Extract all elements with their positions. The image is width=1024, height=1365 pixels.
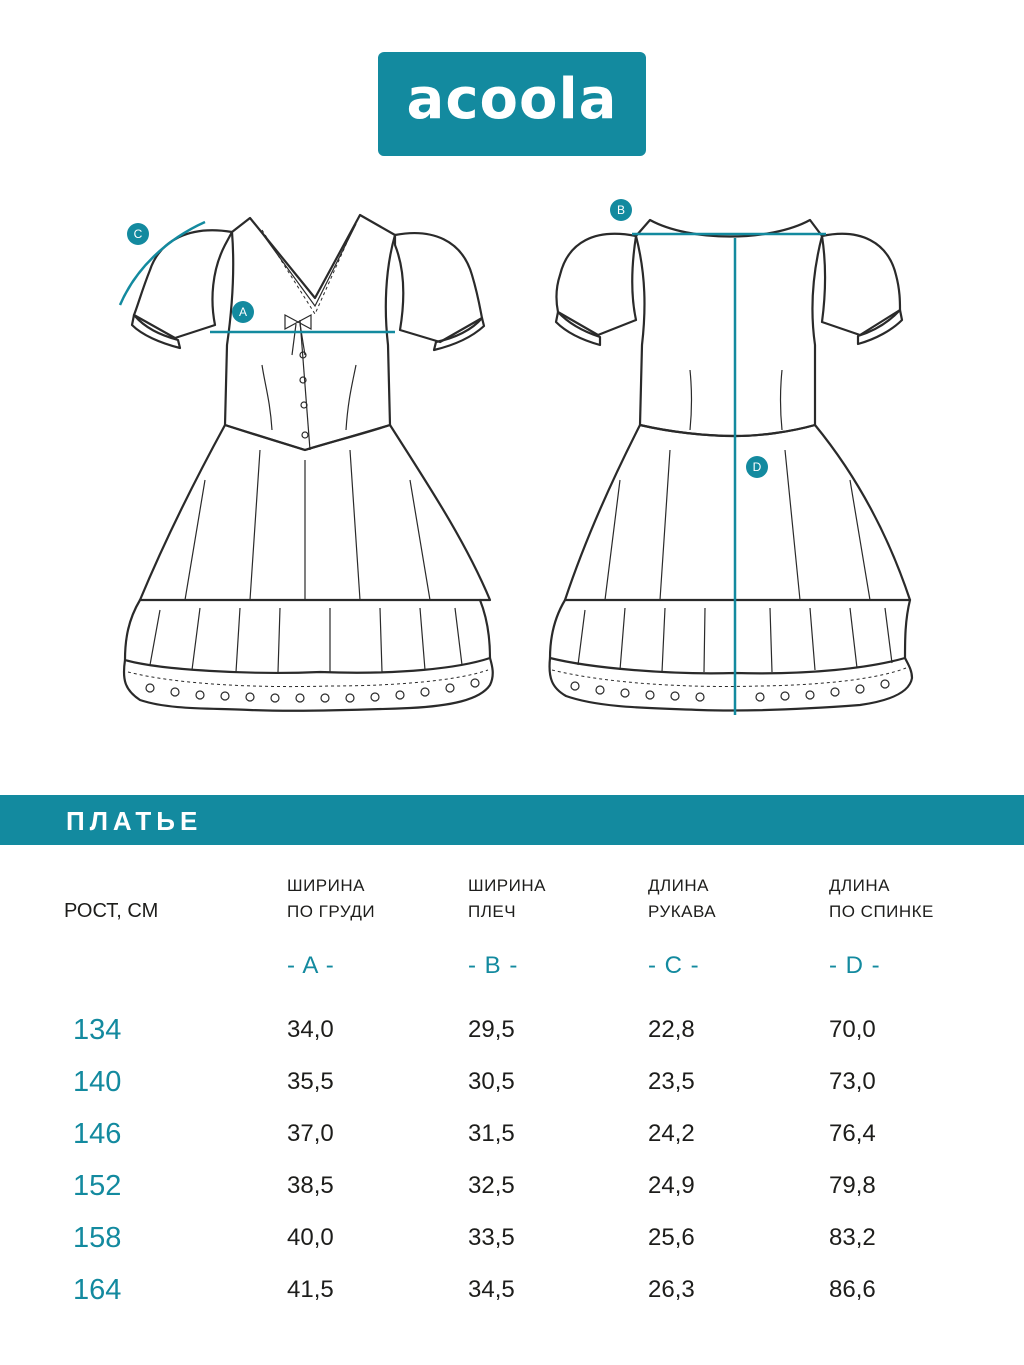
- table-row: [0, 1014, 1024, 1054]
- brand-logo-text: acoola: [406, 67, 618, 132]
- back-length-cell: 73,0: [829, 1068, 876, 1095]
- badge-b-label: B: [616, 203, 626, 217]
- badge-c-label: C: [133, 227, 143, 241]
- header-shoulder-width-line1: ШИРИНА: [468, 876, 546, 895]
- height-cell: 140: [73, 1066, 122, 1098]
- shoulder-cell: 29,5: [468, 1016, 515, 1043]
- chest-cell: 38,5: [287, 1172, 334, 1199]
- product-banner: [0, 795, 1024, 845]
- header-chest-width-line1: ШИРИНА: [287, 876, 365, 895]
- back-length-cell: 70,0: [829, 1016, 876, 1043]
- table-row: [0, 1274, 1024, 1314]
- code-c: - C -: [648, 952, 700, 979]
- dress-back-drawing: [550, 199, 912, 715]
- dress-front-drawing: [120, 215, 493, 711]
- back-length-cell: 86,6: [829, 1276, 876, 1303]
- height-cell: 158: [73, 1222, 122, 1254]
- header-back-length-line2: ПО СПИНКЕ: [829, 902, 934, 921]
- sleeve-cell: 24,2: [648, 1120, 695, 1147]
- chest-cell: 35,5: [287, 1068, 334, 1095]
- brand-logo: [378, 52, 646, 156]
- shoulder-cell: 30,5: [468, 1068, 515, 1095]
- table-row: [0, 1170, 1024, 1210]
- back-length-cell: 79,8: [829, 1172, 876, 1199]
- header-sleeve-length: [648, 873, 716, 925]
- header-shoulder-width-line2: ПЛЕЧ: [468, 902, 517, 921]
- header-back-length-line1: ДЛИНА: [829, 876, 891, 895]
- sleeve-cell: 23,5: [648, 1068, 695, 1095]
- back-length-cell: 83,2: [829, 1224, 876, 1251]
- shoulder-cell: 33,5: [468, 1224, 515, 1251]
- header-chest-width: [287, 873, 375, 925]
- back-length-cell: 76,4: [829, 1120, 876, 1147]
- badge-a-label: A: [238, 305, 248, 319]
- height-cell: 146: [73, 1118, 122, 1150]
- height-cell: 134: [73, 1014, 122, 1046]
- header-sleeve-length-line1: ДЛИНА: [648, 876, 710, 895]
- badge-d-label: D: [752, 460, 762, 474]
- table-row: [0, 1222, 1024, 1262]
- shoulder-cell: 32,5: [468, 1172, 515, 1199]
- header-back-length: [829, 873, 934, 925]
- shoulder-cell: 34,5: [468, 1276, 515, 1303]
- sleeve-cell: 24,9: [648, 1172, 695, 1199]
- sleeve-cell: 26,3: [648, 1276, 695, 1303]
- chest-cell: 40,0: [287, 1224, 334, 1251]
- chest-cell: 37,0: [287, 1120, 334, 1147]
- header-chest-width-line2: ПО ГРУДИ: [287, 902, 376, 921]
- sleeve-cell: 25,6: [648, 1224, 695, 1251]
- sleeve-cell: 22,8: [648, 1016, 695, 1043]
- table-row: [0, 1066, 1024, 1106]
- height-cell: 164: [73, 1274, 122, 1306]
- header-height: РОСТ, СМ: [64, 900, 159, 922]
- height-cell: 152: [73, 1170, 122, 1202]
- table-row: [0, 1118, 1024, 1158]
- chest-cell: 34,0: [287, 1016, 334, 1043]
- code-b: - B -: [468, 952, 519, 979]
- code-a: - A -: [287, 952, 335, 979]
- product-title: ПЛАТЬЕ: [66, 806, 203, 836]
- shoulder-cell: 31,5: [468, 1120, 515, 1147]
- garment-drawings: [0, 180, 1024, 740]
- header-sleeve-length-line2: РУКАВА: [648, 902, 717, 921]
- code-d: - D -: [829, 952, 881, 979]
- header-shoulder-width: [468, 873, 546, 925]
- chest-cell: 41,5: [287, 1276, 334, 1303]
